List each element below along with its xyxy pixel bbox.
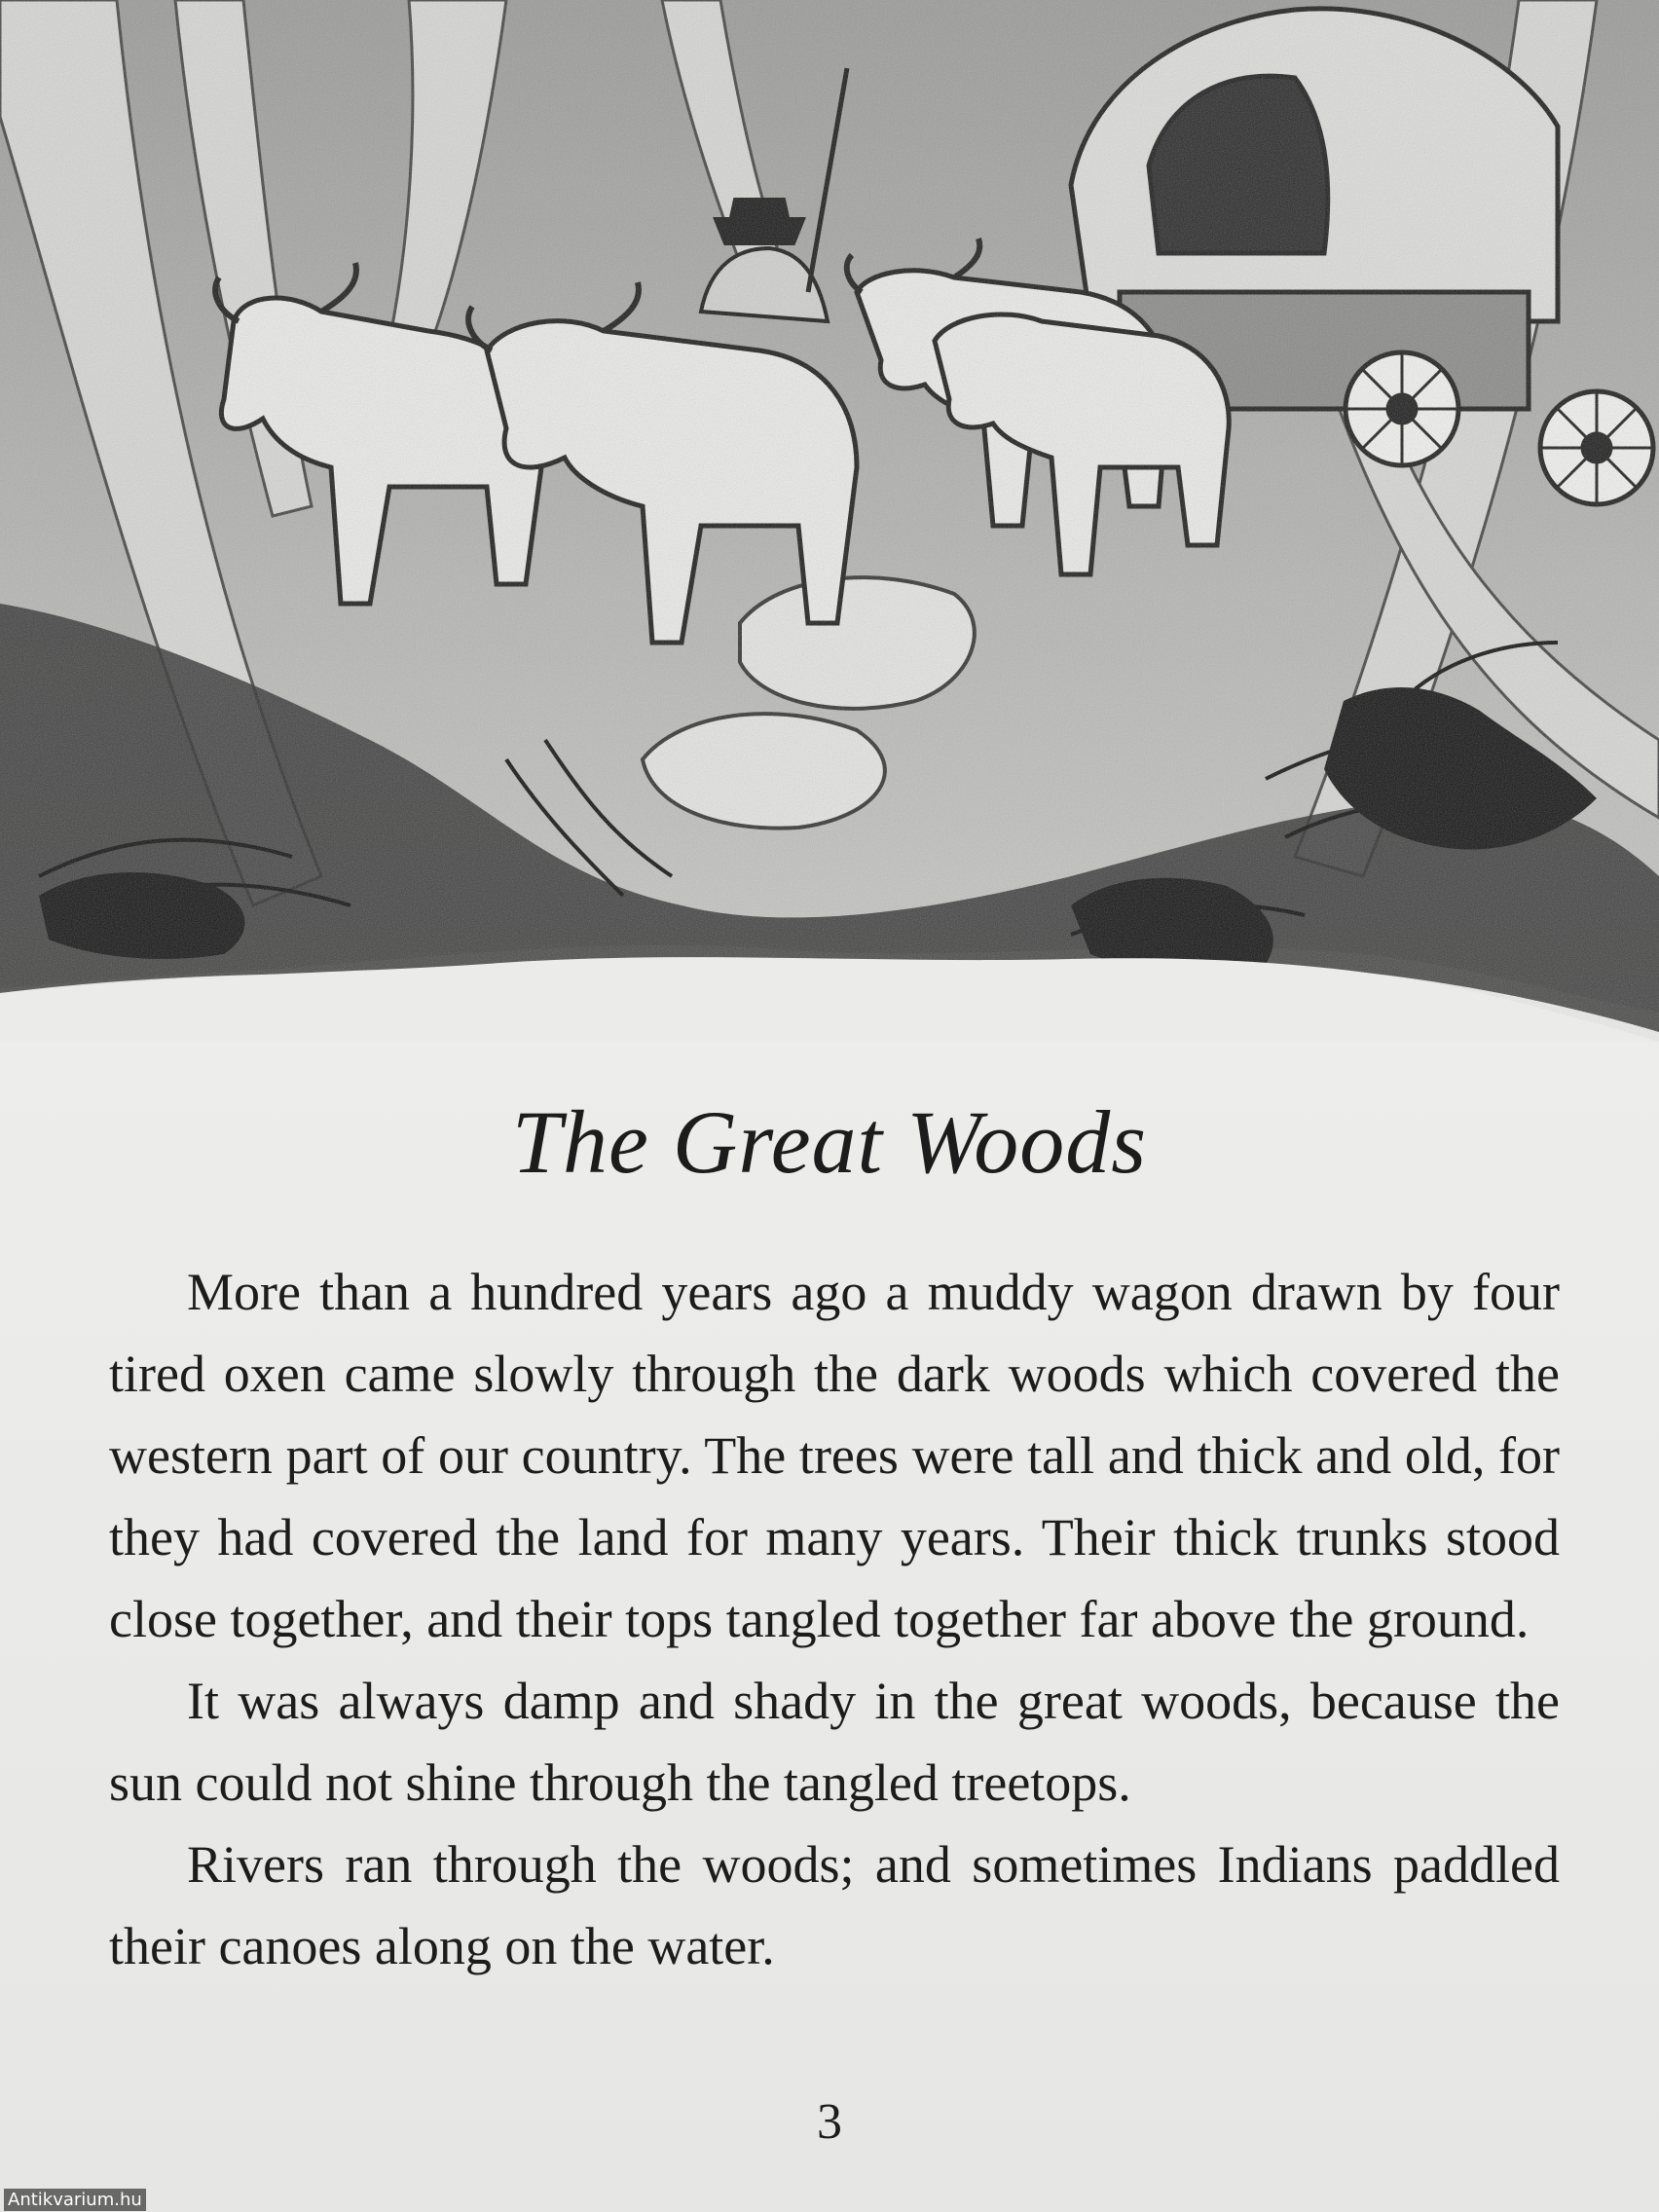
paragraph: More than a hundred years ago a muddy wagon drawn by four tired oxen came slowly through the dark woods which covered the western part of our country. The trees were tall and thick and old, for they had covered the land for many years. Their thick trunks stood close together, and their tops tangled together far above the ground. [109, 1263, 1560, 1648]
paragraph: Rivers ran through the woods; and sometimes Indians paddled their canoes along on the water. [109, 1835, 1560, 1975]
paragraph: It was always damp and shady in the great woods, because the sun could not shine through the tangled treetops. [109, 1672, 1560, 1812]
page-title: The Great Woods [511, 1092, 1148, 1192]
watermark: Antikvarium.hu [4, 2189, 146, 2211]
body-text [109, 1251, 1560, 1987]
illustration-oxen-wagon-woods [0, 0, 1659, 1042]
page-number: 3 [817, 2094, 842, 2150]
